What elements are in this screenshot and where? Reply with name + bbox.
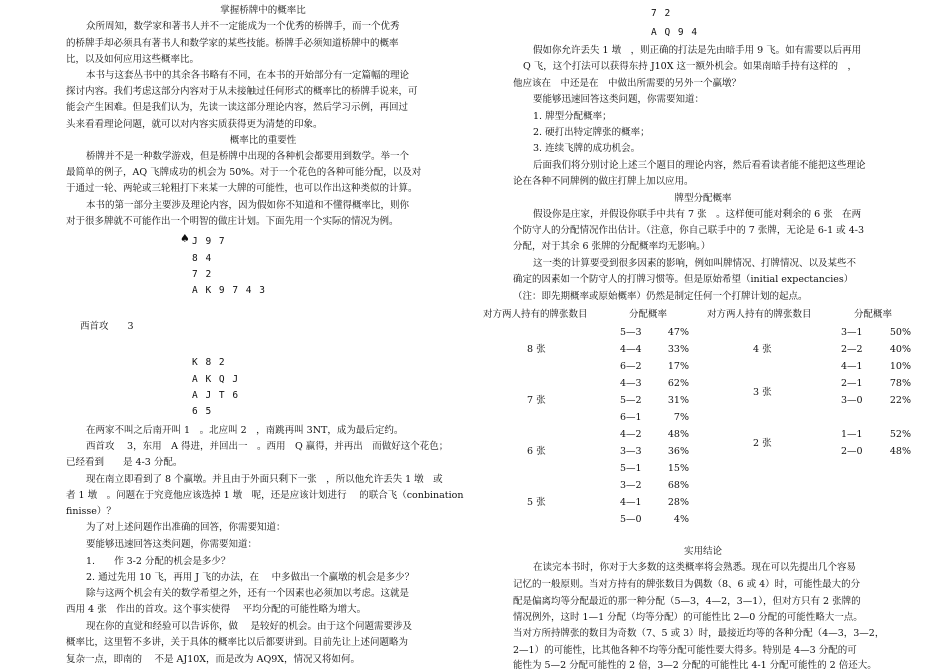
probability-cell: 10% bbox=[889, 361, 911, 372]
split-cell: 2—2 bbox=[841, 344, 863, 355]
card-count-cell: 7 张 bbox=[527, 395, 546, 406]
paragraph-line: 要能够迅速回答这类问题，你需要知道： bbox=[533, 94, 705, 105]
paragraph-line: 本书与这套丛书中的其余各书略有不同，在本书的开始部分有一定篇幅的理论 bbox=[86, 70, 410, 81]
probability-cell: 68% bbox=[667, 480, 689, 491]
north-diamonds: 7 2 bbox=[192, 269, 213, 280]
table-header: 对方两人持有的牌张数目 bbox=[483, 309, 588, 320]
paragraph-line: 要能够迅速回答这类问题，你需要知道： bbox=[86, 539, 258, 550]
paragraph-line: 假如你允许丢失 1 墩 ，则正确的打法是先由暗手用 9 飞。如有需要以后再用 bbox=[533, 45, 862, 56]
probability-cell: 52% bbox=[889, 429, 911, 440]
split-cell: 4—3 bbox=[620, 378, 642, 389]
split-cell: 3—0 bbox=[841, 395, 863, 406]
probability-cell: 36% bbox=[667, 446, 689, 457]
paragraph-line: 复杂一点，即南的 不是 AJ10X，而是改为 AQ9X，情况又将如何。 bbox=[66, 654, 361, 665]
probability-cell: 62% bbox=[667, 378, 689, 389]
split-cell: 4—2 bbox=[620, 429, 642, 440]
card-count-cell: 5 张 bbox=[527, 497, 546, 508]
paragraph-line: Q 飞，这个打法可以获得东持 J10X 这一额外机会。如果南暗手持有这样的 ， bbox=[523, 61, 858, 72]
paragraph-line: （注：即先期概率或原始概率）仍然是制定任何一个打牌计划的起点。 bbox=[513, 291, 808, 302]
card-holding: 7 2 bbox=[651, 8, 672, 19]
question-line: 1. 作 3-2 分配的机会是多少？ bbox=[86, 556, 231, 567]
spade-icon: ♠ bbox=[180, 232, 190, 245]
split-cell: 4—1 bbox=[841, 361, 863, 372]
probability-cell: 28% bbox=[667, 497, 689, 508]
probability-cell: 48% bbox=[667, 429, 689, 440]
paragraph-line: 者 1 墩 。问题在于究竟他应该选掉 1 墩 呢，还是应该计划进行 的联合飞（conbination bbox=[66, 490, 464, 501]
paragraph-line: 于通过一轮、两轮或三轮粗打下来某一大牌的可能性，也可以作出这种类似的计算。 bbox=[66, 183, 418, 194]
paragraph-line: 已经看到 是 4-3 分配。 bbox=[66, 457, 183, 468]
south-clubs: 6 5 bbox=[192, 406, 213, 417]
paragraph-line: 这一类的计算要受到很多因素的影响，例如叫牌情况、打牌情况、以及某些不 bbox=[533, 258, 857, 269]
probability-cell: 15% bbox=[667, 463, 689, 474]
page-title: 掌握桥牌中的概率比 bbox=[220, 5, 306, 16]
table-header: 分配概率 bbox=[854, 309, 893, 320]
probability-cell: 78% bbox=[889, 378, 911, 389]
probability-cell: 33% bbox=[667, 344, 689, 355]
split-cell: 5—1 bbox=[620, 463, 642, 474]
section-heading: 概率比的重要性 bbox=[229, 135, 297, 146]
probability-cell: 40% bbox=[889, 344, 911, 355]
paragraph-line: 配是偏离均等分配最近的那一种分配（5—3，4—2，3—1），但对方只有 2 张牌的 bbox=[513, 596, 861, 607]
paragraph-line: 概率比，这里暂不多讲，关于具体的概率比以后都要讲到。目前先让上述问题略为 bbox=[66, 637, 409, 648]
paragraph-line: 现在你的直觉和经验可以告诉你，做 是较好的机会。由于这个问题需要涉及 bbox=[86, 621, 413, 632]
list-item: 2. 硬打出特定牌张的概率； bbox=[533, 127, 650, 138]
card-count-cell: 6 张 bbox=[527, 446, 546, 457]
paragraph-line: 现在南立即看到了 8 个赢墩。并且由于外面只剩下一张 ，所以他允许丢失 1 墩 或 bbox=[86, 474, 443, 485]
paragraph-line: 的桥牌手却必须具有著书人和数学家的某些技能。桥牌手必须知道桥牌中的概率 bbox=[66, 38, 399, 49]
paragraph-line: 头来看看理论问题，就可以对内容实质获得更为清楚的印象。 bbox=[66, 119, 323, 130]
list-item: 3. 连续飞牌的成功机会。 bbox=[533, 143, 641, 154]
probability-cell: 7% bbox=[673, 412, 689, 423]
question-line: 2. 通过先用 10 飞，再用 J 飞的办法，在 中多做出一个赢墩的机会是多少？ bbox=[86, 572, 415, 583]
paragraph-line: 探讨内容。我们考虑这部分内容对于从未接触过任何形式的概率比的桥牌手说来，可 bbox=[66, 86, 418, 97]
south-spades: K 8 2 bbox=[192, 357, 226, 368]
paragraph-line: 个防守人的分配情况作出估计。（注意，你自己联手中的 7 张牌，无论是 6-1 或 4-3 bbox=[513, 225, 864, 236]
paragraph-line: 众所周知，数学家和著书人并不一定能成为一个优秀的桥牌手，而一个优秀 bbox=[86, 21, 400, 32]
paragraph-line: 为了对上述问题作出准确的回答，你需要知道： bbox=[86, 522, 286, 533]
paragraph-line: 后面我们将分别讨论上述三个题目的理论内容，然后看看读者能不能把这些理论 bbox=[533, 160, 866, 171]
paragraph-line: 西用 4 张 作出的首攻。这个事实使得 平均分配的可能性略为增大。 bbox=[66, 604, 367, 615]
south-hearts: A K Q J bbox=[192, 374, 240, 385]
paragraph-line: 在两家不叫之后南开叫 1 。北应叫 2 ，南跳再叫 3NT，成为最后定约。 bbox=[86, 425, 404, 436]
paragraph-line: 能会产生困难。但是我们认为，先读一读这部分理论内容，然后学习示例，再回过 bbox=[66, 102, 409, 113]
split-cell: 3—1 bbox=[841, 327, 863, 338]
split-cell: 5—2 bbox=[620, 395, 642, 406]
paragraph-line: 最简单的例子，AQ 飞牌成功的机会为 50%。对于一个花色的各种可能分配，以及对 bbox=[66, 167, 422, 178]
probability-cell: 50% bbox=[889, 327, 911, 338]
paragraph-line: finisse）？ bbox=[66, 506, 116, 517]
split-cell: 6—2 bbox=[620, 361, 642, 372]
split-cell: 5—3 bbox=[620, 327, 642, 338]
paragraph-line: 当对方所持牌张的数目为奇数（7、5 或 3）时，最接近均等的各种分配（4—3，3—2， bbox=[513, 628, 885, 639]
paragraph-line: 西首攻 3，东用 A 得进，并回出一 。西用 Q 赢得，并再出 而做好这个花色； bbox=[86, 441, 449, 452]
paragraph-line: 除与这两个机会有关的数学希望之外，还有一个因素也必须加以考虑。这就是 bbox=[86, 588, 410, 599]
south-diamonds: A J T 6 bbox=[192, 390, 240, 401]
paragraph-line: 对于很多牌就不可能作出一个明智的做庄计划。下面先用一个实际的情况为例。 bbox=[66, 216, 399, 227]
card-holding: A Q 9 4 bbox=[651, 27, 699, 38]
probability-cell: 48% bbox=[889, 446, 911, 457]
card-count-cell: 2 张 bbox=[753, 438, 772, 449]
probability-cell: 22% bbox=[889, 395, 911, 406]
paragraph-line: 分配，对于其余 6 张牌的分配概率均无影响。） bbox=[513, 241, 711, 252]
paragraph-line: 假设你是庄家，并假设你联手中共有 7 张 。这样便可能对剩余的 6 张 在两 bbox=[533, 209, 862, 220]
section-heading: 实用结论 bbox=[683, 546, 722, 557]
card-count-cell: 4 张 bbox=[753, 344, 772, 355]
paragraph-line: 情况例外，这时 1—1 分配（均等分配）的可能性比 2—0 分配的可能性略大一点。 bbox=[513, 612, 863, 623]
split-cell: 1—1 bbox=[841, 429, 863, 440]
probability-cell: 4% bbox=[673, 514, 689, 525]
split-cell: 2—0 bbox=[841, 446, 863, 457]
probability-cell: 47% bbox=[667, 327, 689, 338]
section-heading: 牌型分配概率 bbox=[674, 193, 732, 204]
paragraph-line: 能性为 5—2 分配可能性的 2 倍，3—2 分配的可能性比 4-1 分配可能性的 2 倍还大。 bbox=[513, 660, 877, 671]
list-item: 1. 牌型分配概率； bbox=[533, 111, 612, 122]
split-cell: 4—4 bbox=[620, 344, 642, 355]
north-hearts: 8 4 bbox=[192, 253, 213, 264]
split-cell: 4—1 bbox=[620, 497, 642, 508]
split-cell: 2—1 bbox=[841, 378, 863, 389]
probability-cell: 17% bbox=[667, 361, 689, 372]
card-count-cell: 8 张 bbox=[527, 344, 546, 355]
card-count-cell: 3 张 bbox=[753, 387, 772, 398]
paragraph-line: 桥牌并不是一种数学游戏，但是桥牌中出现的各种机会都要用到数学。举一个 bbox=[86, 151, 410, 162]
paragraph-line: 在读完本书时，你对于大多数的这类概率将会熟悉。现在可以先提出几个容易 bbox=[533, 562, 857, 573]
split-cell: 6—1 bbox=[620, 412, 642, 423]
paragraph-line: 本书的第一部分主要涉及理论内容，因为假如你不知道和不懂得概率比，则你 bbox=[86, 200, 410, 211]
north-clubs: A K 9 7 4 3 bbox=[192, 285, 266, 296]
paragraph-line: 他应该在 中还是在 中做出所需要的另外一个赢墩？ bbox=[513, 78, 742, 89]
table-header: 分配概率 bbox=[629, 309, 668, 320]
west-lead: 西首攻 3 bbox=[80, 321, 134, 332]
paragraph-line: 记忆的一般原则。当对方持有的牌张数目为偶数（8、6 或 4）时，可能性最大的分 bbox=[513, 579, 861, 590]
split-cell: 5—0 bbox=[620, 514, 642, 525]
split-cell: 3—2 bbox=[620, 480, 642, 491]
north-spades: J 9 7 bbox=[192, 236, 226, 247]
paragraph-line: 论在各种不同牌例的做庄打牌上加以应用。 bbox=[513, 176, 694, 187]
paragraph-line: 确定的因素如一个防守人的打牌习惯等。但是原始希望（initial expectancies） bbox=[513, 274, 854, 285]
split-cell: 3—3 bbox=[620, 446, 642, 457]
table-header: 对方两人持有的牌张数目 bbox=[707, 309, 812, 320]
probability-cell: 31% bbox=[667, 395, 689, 406]
paragraph-line: 2—1）的可能性，比其他各种不均等分配可能性要大得多。特别是 4—3 分配的可 bbox=[513, 645, 857, 656]
paragraph-line: 比，以及如何应用这些概率比。 bbox=[66, 54, 200, 65]
